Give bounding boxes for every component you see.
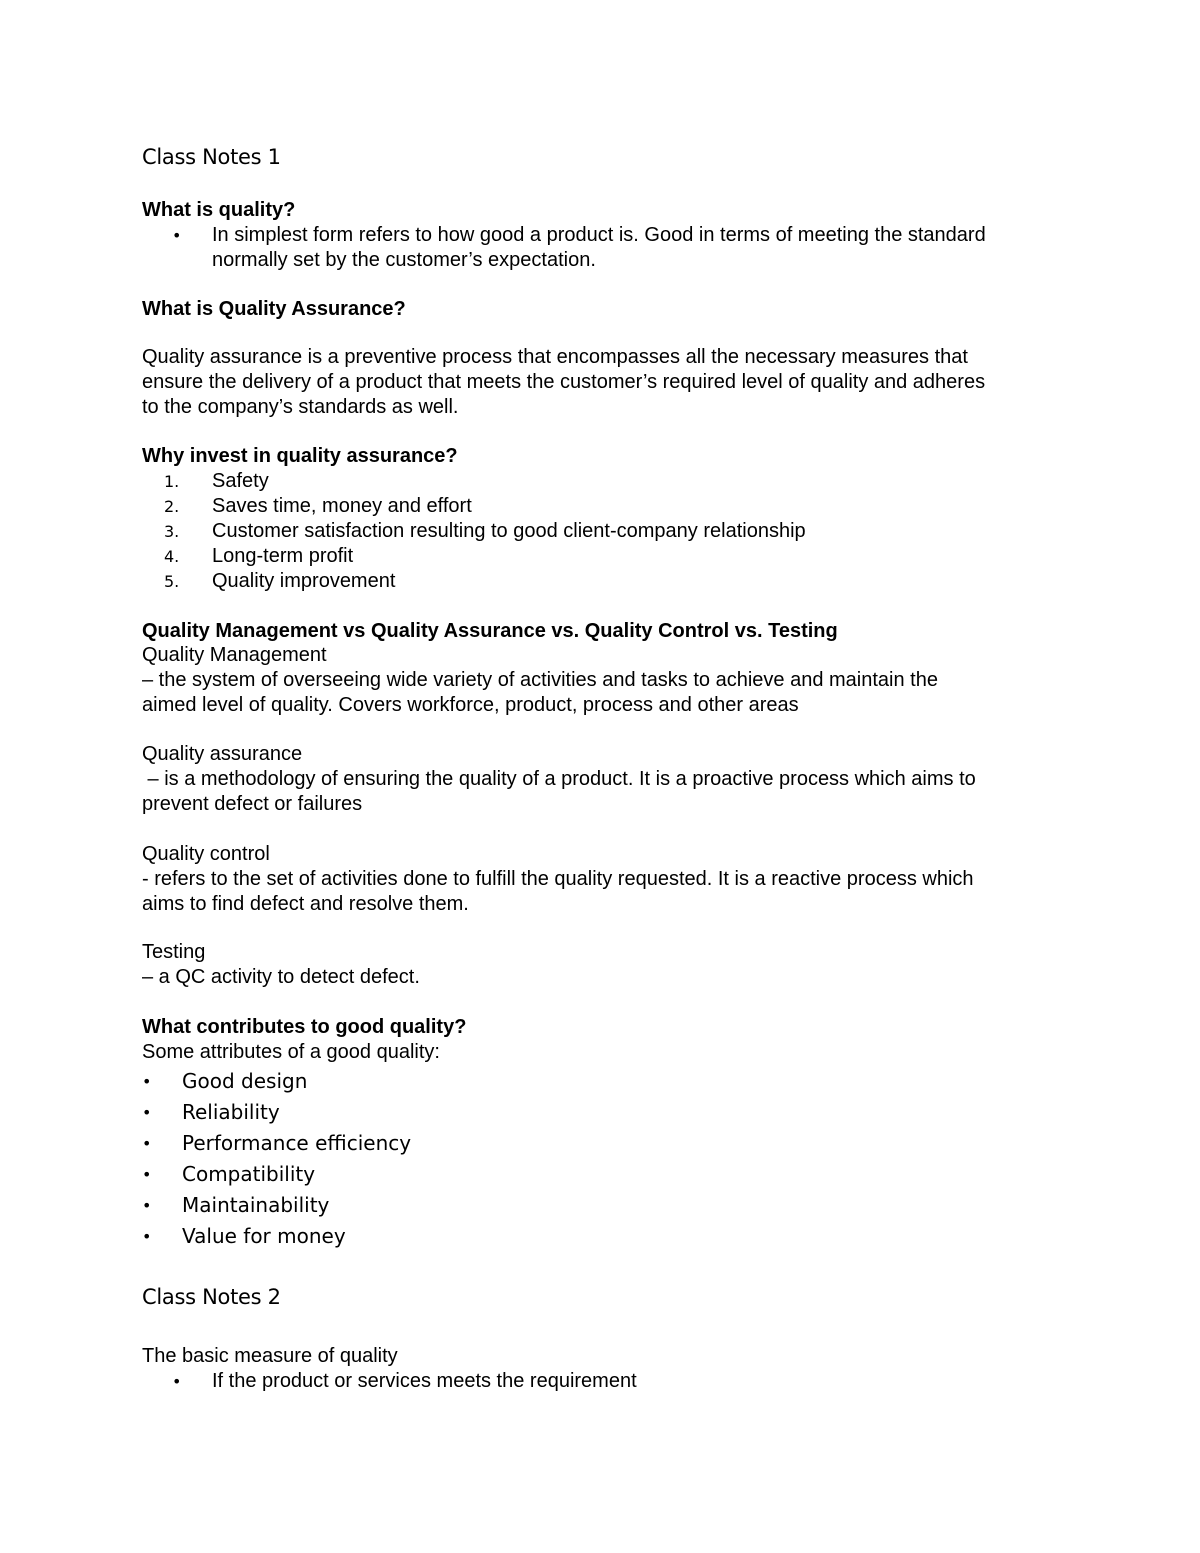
qa-line1: – is a methodology of ensuring the quality of a product. It is a proactive process which aims to xyxy=(142,768,976,790)
heading-what-is-qa: What is Quality Assurance? xyxy=(142,298,406,320)
requirement-bullet: If the product or services meets the requirement xyxy=(212,1370,637,1392)
bullet-glyph: • xyxy=(172,1372,182,1391)
bullet-glyph: • xyxy=(142,1072,152,1091)
qa-paragraph-line2: ensure the delivery of a product that meets the customer’s required level of quality and adheres xyxy=(142,371,986,393)
bullet-glyph: • xyxy=(142,1227,152,1246)
list-number: 3. xyxy=(164,522,180,541)
bullet-glyph: • xyxy=(142,1134,152,1153)
bullet-glyph: • xyxy=(172,226,182,245)
list-item: Quality improvement xyxy=(212,570,396,592)
class-notes-1-title: Class Notes 1 xyxy=(142,145,281,169)
bullet-glyph: • xyxy=(142,1196,152,1215)
qa-title: Quality assurance xyxy=(142,743,303,765)
quality-definition-line2: normally set by the customer’s expectation. xyxy=(212,249,596,271)
list-item: Customer satisfaction resulting to good client-company relationship xyxy=(212,520,806,542)
bullet-glyph: • xyxy=(142,1103,152,1122)
heading-what-contributes: What contributes to good quality? xyxy=(142,1016,467,1038)
qc-line1: - refers to the set of activities done to fulfill the quality requested. It is a reactive process which xyxy=(142,868,974,890)
class-notes-2-title: Class Notes 2 xyxy=(142,1285,281,1309)
attributes-intro: Some attributes of a good quality: xyxy=(142,1041,440,1063)
list-number: 4. xyxy=(164,547,180,566)
qc-line2: aims to find defect and resolve them. xyxy=(142,893,469,915)
attribute-item: Maintainability xyxy=(182,1193,330,1217)
heading-qm-vs-qa-vs-qc: Quality Management vs Quality Assurance vs. Quality Control vs. Testing xyxy=(142,620,838,642)
testing-title: Testing xyxy=(142,941,206,963)
qm-line1: – the system of overseeing wide variety of activities and tasks to achieve and maintain the xyxy=(142,669,938,691)
attribute-item: Value for money xyxy=(182,1224,346,1248)
list-item: Safety xyxy=(212,470,269,492)
qc-title: Quality control xyxy=(142,843,270,865)
list-number: 5. xyxy=(164,572,180,591)
bullet-glyph: • xyxy=(142,1165,152,1184)
list-number: 1. xyxy=(164,472,180,491)
qa-line2: prevent defect or failures xyxy=(142,793,363,815)
list-number: 2. xyxy=(164,497,180,516)
qm-line2: aimed level of quality. Covers workforce, product, process and other areas xyxy=(142,694,799,716)
attribute-item: Performance efficiency xyxy=(182,1131,412,1155)
attribute-item: Reliability xyxy=(182,1100,280,1124)
attribute-item: Compatibility xyxy=(182,1162,316,1186)
heading-why-invest: Why invest in quality assurance? xyxy=(142,445,458,467)
testing-line1: – a QC activity to detect defect. xyxy=(142,966,420,988)
qa-paragraph-line3: to the company’s standards as well. xyxy=(142,396,459,418)
quality-definition-line1: In simplest form refers to how good a product is. Good in terms of meeting the standard xyxy=(212,224,986,246)
qa-paragraph-line1: Quality assurance is a preventive process that encompasses all the necessary measures that xyxy=(142,346,968,368)
list-item: Long-term profit xyxy=(212,545,354,567)
heading-what-is-quality: What is quality? xyxy=(142,199,296,221)
qm-title: Quality Management xyxy=(142,644,327,666)
list-item: Saves time, money and effort xyxy=(212,495,472,517)
basic-measure-line: The basic measure of quality xyxy=(142,1345,398,1367)
attribute-item: Good design xyxy=(182,1069,308,1093)
